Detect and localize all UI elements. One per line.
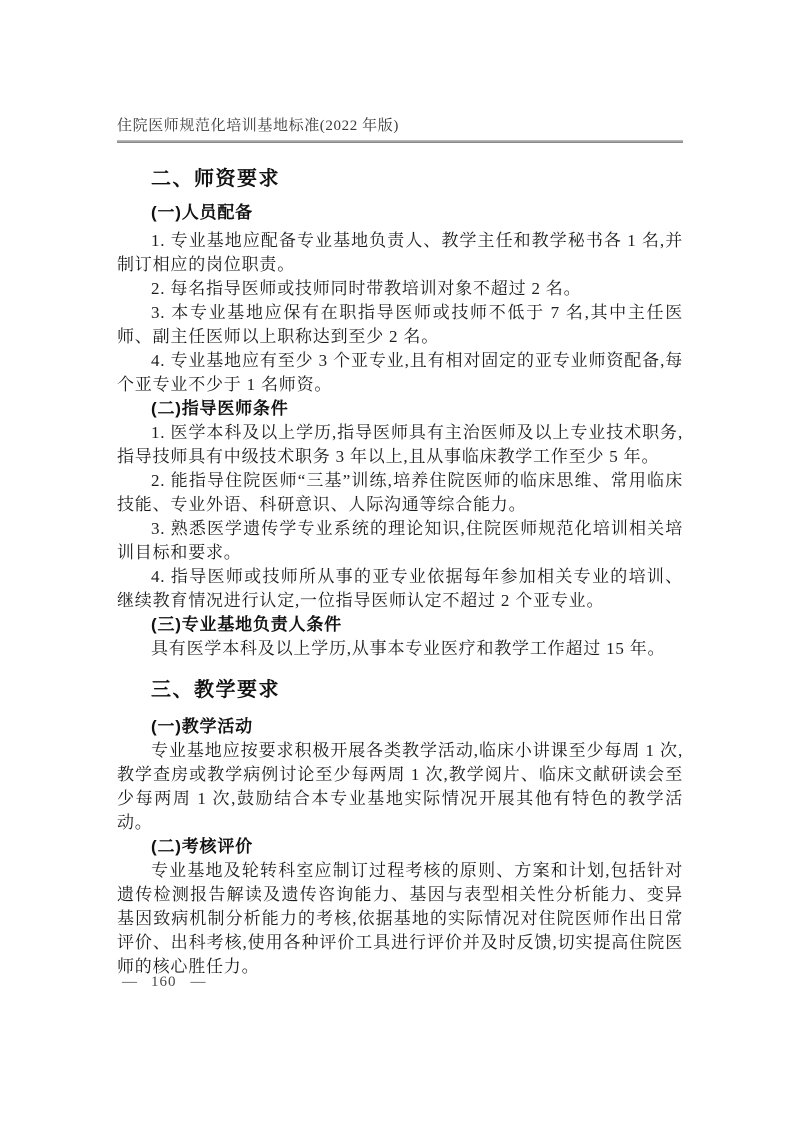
paragraph: 专业基地及轮转科室应制订过程考核的原则、方案和计划,包括针对遗传检测报告解读及遗传咨询能力、基因与表型相关性分析能力、变异基因致病机制分析能力的考核,依据基地的实际情况对住院医师作出日常评价、出科考核,使用各种评价工具进行评价并及时反馈,切实提高住院医师的核心胜任力。: [117, 861, 683, 976]
paragraph: 专业基地应按要求积极开展各类教学活动,临床小讲课至少每周 1 次,教学查房或教学病例讨论至少每两周 1 次,教学阅片、临床文献研读会至少每两周 1 次,鼓励结合本专业基地实际情况开展其他有特色的教学活动。: [117, 741, 683, 832]
paragraph: 4. 专业基地应有至少 3 个亚专业,且有相对固定的亚专业师资配备,每个亚专业不少于 1 名师资。: [117, 351, 683, 394]
page-number-dash-right: —: [190, 974, 206, 990]
subheading-base-director-conditions: (三)专业基地负责人条件: [151, 615, 342, 634]
subheading-assessment-evaluation: (二)考核评价: [151, 837, 253, 856]
header-rule: [117, 140, 683, 143]
running-header-title: 住院医师规范化培训基地标准(2022 年版): [117, 118, 399, 134]
paragraph: 1. 专业基地应配备专业基地负责人、教学主任和教学秘书各 1 名,并制订相应的岗位职责。: [117, 231, 683, 274]
paragraph: 4. 指导医师或技师所从事的亚专业依据每年参加相关专业的培训、继续教育情况进行认定,一位指导医师认定不超过 2 个亚专业。: [117, 567, 683, 610]
page-number-dash-left: —: [122, 974, 137, 990]
page-number-value: 160: [151, 974, 177, 990]
page-number: [122, 972, 206, 992]
paragraph: 具有医学本科及以上学历,从事本专业医疗和教学工作超过 15 年。: [151, 639, 666, 658]
subheading-teaching-activities: (一)教学活动: [151, 717, 253, 736]
section-heading-teaching-requirements: 三、教学要求: [151, 679, 280, 701]
paragraph: 3. 本专业基地应保有在职指导医师或技师不低于 7 名,其中主任医师、副主任医师以上职称达到至少 2 名。: [117, 303, 683, 346]
paragraph: 3. 熟悉医学遗传学专业系统的理论知识,住院医师规范化培训相关培训目标和要求。: [117, 519, 683, 562]
paragraph: 1. 医学本科及以上学历,指导医师具有主治医师及以上专业技术职务,指导技师具有中级技术职务 3 年以上,且从事临床教学工作至少 5 年。: [117, 423, 683, 466]
subheading-staffing: (一)人员配备: [151, 203, 253, 222]
section-heading-faculty-requirements: 二、师资要求: [151, 168, 280, 190]
paragraph: 2. 能指导住院医师“三基”训练,培养住院医师的临床思维、常用临床技能、专业外语、科研意识、人际沟通等综合能力。: [117, 471, 683, 514]
paragraph: 2. 每名指导医师或技师同时带教培训对象不超过 2 名。: [151, 279, 582, 298]
subheading-supervising-physician-conditions: (二)指导医师条件: [151, 399, 289, 418]
page-content: [117, 117, 683, 979]
